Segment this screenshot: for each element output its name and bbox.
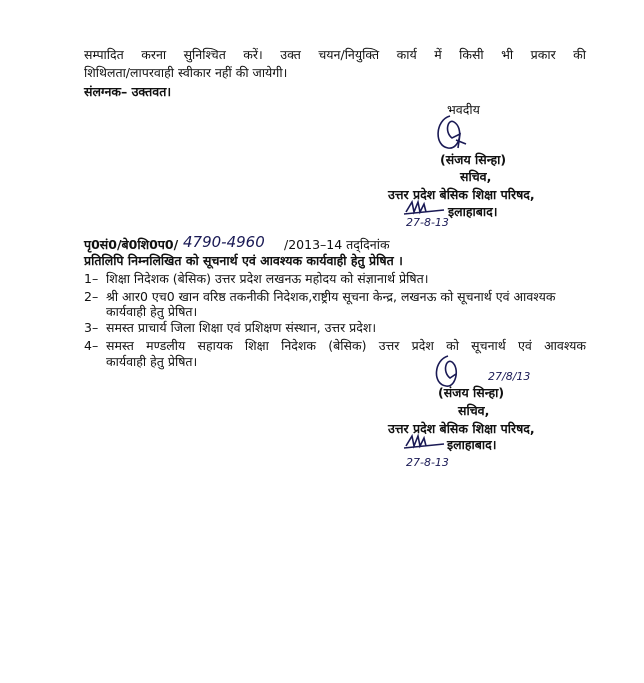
copy-item-2-text-cont: कार्यवाही हेतु प्रेषित। (106, 304, 198, 319)
intro-line-1: सम्पादित करना सुनिश्चित करें। उक्त चयन/नियुक्ति कार्य में किसी भी प्रकार की (84, 47, 586, 62)
intro-line-2: शिथिलता/लापरवाही स्वीकार नहीं की जायेगी। (84, 65, 288, 80)
signatory-name-1: (संजय सिन्हा) (440, 152, 507, 167)
signatory-place-2: इलाहाबाद। (447, 437, 497, 452)
copy-heading: प्रतिलिपि निम्नलिखित को सूचनार्थ एवं आवश्यक कार्यवाही हेतु प्रेषित । (84, 253, 403, 268)
copy-item-1-num: 1– (84, 271, 99, 286)
copy-item-3-num: 3– (84, 320, 99, 335)
initials-scribble-1 (404, 198, 448, 218)
salutation: भवदीय (447, 102, 480, 117)
signatory-place-1: इलाहाबाद। (448, 204, 498, 219)
reference-handwritten-number: 4790-4960 (183, 233, 265, 251)
signatory-office-2: उत्तर प्रदेश बेसिक शिक्षा परिषद, (388, 421, 535, 436)
copy-item-4-num: 4– (84, 338, 99, 353)
copy-item-4-text-cont: कार्यवाही हेतु प्रेषित। (106, 354, 198, 369)
signatory-name-2: (संजय सिन्हा) (438, 385, 505, 400)
handwritten-date-note: 27/8/13 (488, 370, 531, 383)
copy-item-3-text: समस्त प्राचार्य जिला शिक्षा एवं प्रशिक्षण संस्थान, उत्तर प्रदेश। (106, 320, 377, 335)
enclosure-line: संलग्नक– उक्तवत। (84, 84, 172, 99)
signatory-designation-1: सचिव, (460, 169, 492, 184)
initials-scribble-2 (404, 432, 448, 452)
copy-item-2-text: श्री आर0 एच0 खान वरिष्ठ तकनीकी निदेशक,राष्ट्रीय सूचना केन्द्र, लखनऊ को सूचनार्थ एवं आवश्यक (106, 289, 556, 304)
copy-item-1-text: शिक्षा निदेशक (बेसिक) उत्तर प्रदेश लखनऊ महोदय को संज्ञानार्थ प्रेषित। (106, 271, 429, 286)
reference-prefix: पृ0सं0/बे0शि0प0/ (84, 237, 179, 252)
signatory-designation-2: सचिव, (458, 403, 490, 418)
reference-suffix: /2013–14 तद्‌दिनांक (284, 237, 390, 252)
handwritten-date-2: 27-8-13 (406, 456, 449, 469)
signatory-office-1: उत्तर प्रदेश बेसिक शिक्षा परिषद, (388, 187, 535, 202)
handwritten-date-1: 27-8-13 (406, 216, 449, 229)
copy-item-2-num: 2– (84, 289, 99, 304)
copy-item-4-text: समस्त मण्डलीय सहायक शिक्षा निदेशक (बेसिक) उत्तर प्रदेश को सूचनार्थ एवं आवश्यक (106, 338, 586, 353)
